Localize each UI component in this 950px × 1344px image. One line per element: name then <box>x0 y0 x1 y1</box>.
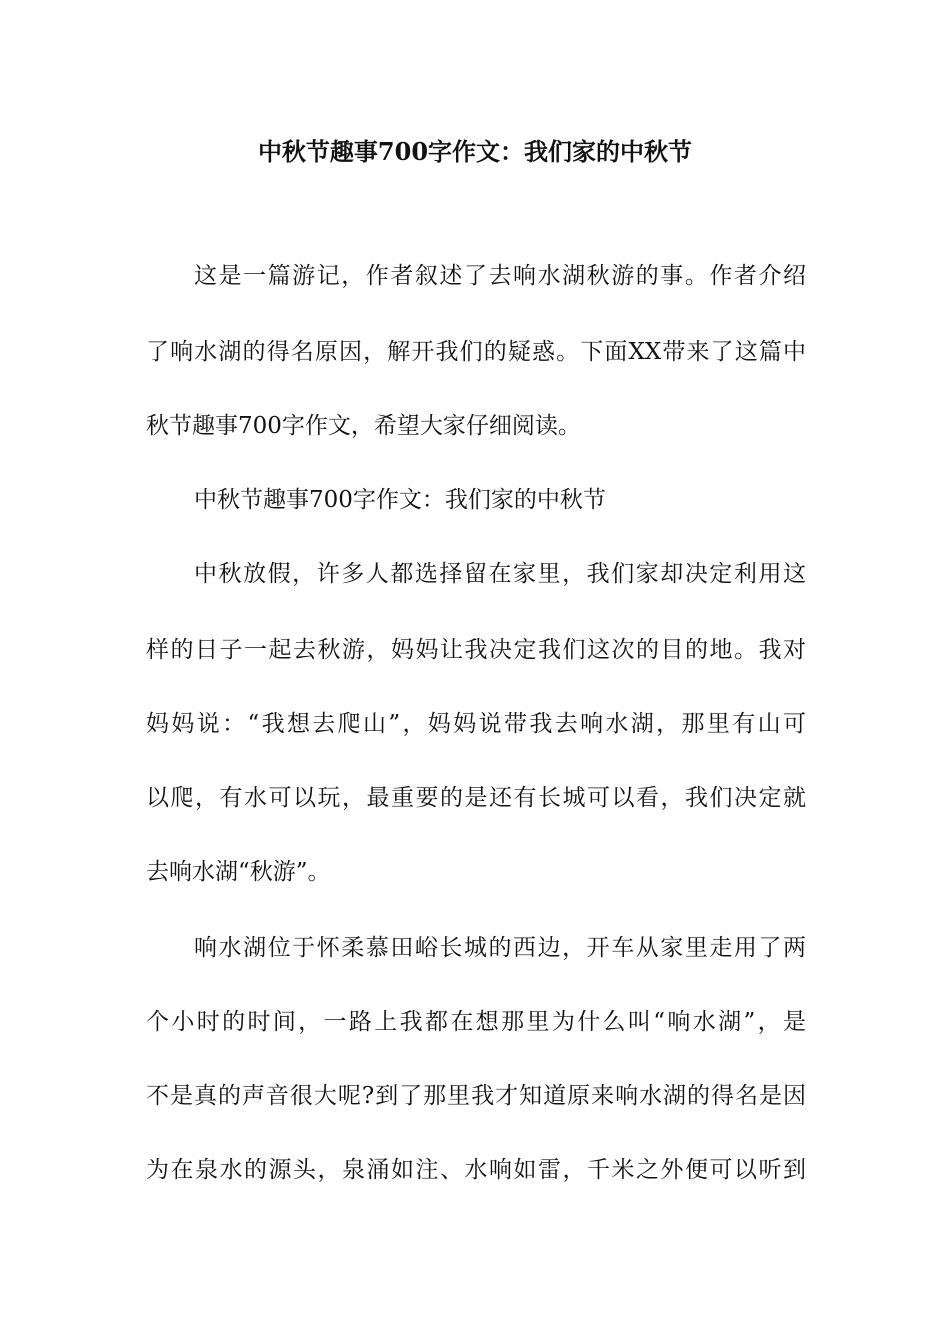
paragraph-1-line-2: 了响水湖的得名原因，解开我们的疑惑。下面XX带来了这篇中 <box>146 339 806 365</box>
paragraph-2-line-3: 妈妈说：“我想去爬山”，妈妈说带我去响水湖，那里有山可 <box>146 711 806 737</box>
paragraph-2-line-1: 中秋放假，许多人都选择留在家里，我们家却决定利用这 <box>194 561 806 587</box>
paragraph-3-line-2: 个小时的时间，一路上我都在想那里为什么叫“响水湖”，是 <box>146 1009 806 1035</box>
paragraph-1-line-1: 这是一篇游记，作者叙述了去响水湖秋游的事。作者介绍 <box>194 263 806 289</box>
paragraph-2-line-4: 以爬，有水可以玩，最重要的是还有长城可以看，我们决定就 <box>146 785 806 811</box>
paragraph-2-line-5: 去响水湖“秋游”。 <box>146 859 331 885</box>
subheading-line: 中秋节趣事700字作文：我们家的中秋节 <box>194 487 606 513</box>
paragraph-3-line-3: 不是真的声音很大呢?到了那里我才知道原来响水湖的得名是因 <box>146 1083 806 1109</box>
paragraph-1-line-3: 秋节趣事700字作文，希望大家仔细阅读。 <box>146 413 581 439</box>
paragraph-3-line-4: 为在泉水的源头，泉涌如注、水响如雷，千米之外便可以听到 <box>146 1157 806 1183</box>
paragraph-2-line-2: 样的日子一起去秋游，妈妈让我决定我们这次的目的地。我对 <box>146 637 806 663</box>
paragraph-3-line-1: 响水湖位于怀柔慕田峪长城的西边，开车从家里走用了两 <box>194 935 806 961</box>
document-title: 中秋节趣事700字作文：我们家的中秋节 <box>257 137 693 166</box>
